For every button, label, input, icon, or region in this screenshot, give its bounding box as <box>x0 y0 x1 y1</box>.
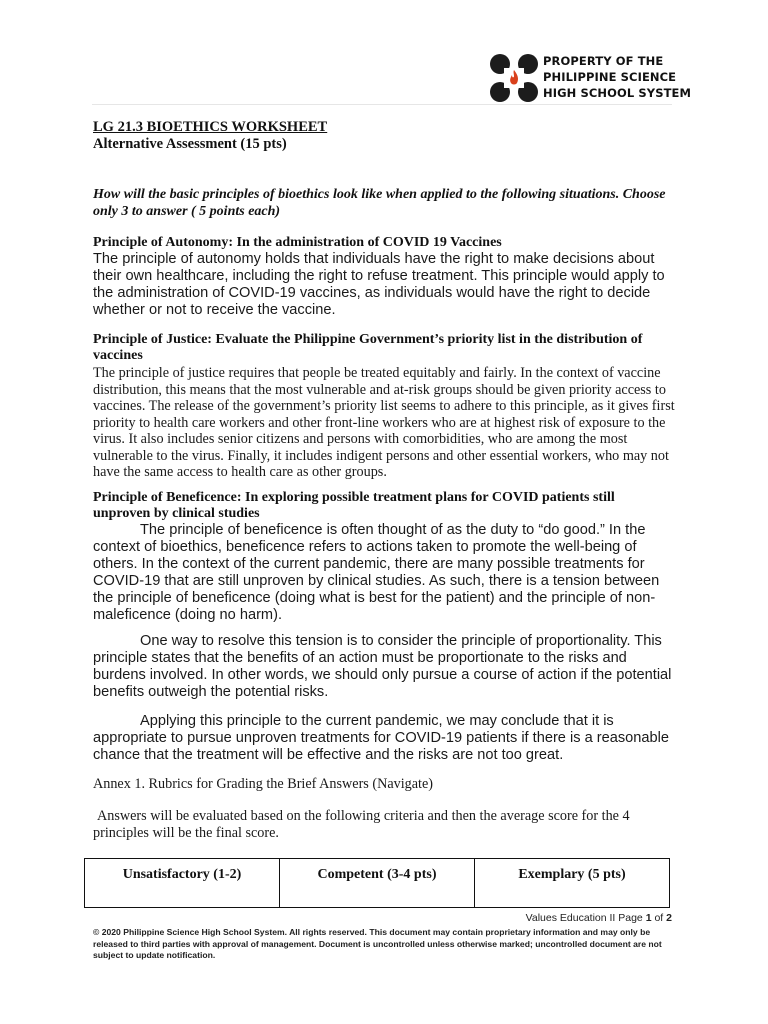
logo-line-2: PHILIPPINE SCIENCE <box>543 70 677 84</box>
rubric-table <box>84 858 670 908</box>
logo-wordmark <box>543 53 692 101</box>
justice-answer: The principle of justice requires that people be treated equitably and fairly. In the context of vaccine distribution, this means that the most vulnerable and at-risk groups should be given priority access to vaccines. The release of the government’s priority list seems to adhere to this principle, as it gives first priority to health care workers and other front-line workers who are at highest risk of exposure to the virus. It also includes senior citizens and persons with comorbidities, who are among the most vulnerable to the virus. Finally, it includes indigent persons and other essential workers, who may not have the same access to health care as other groups. <box>93 365 675 480</box>
beneficence-paragraph-1: The principle of beneficence is often thought of as the duty to “do good.” In the context of bioethics, beneficence refers to actions taken to promote the well-being of others. In the context of the current pandemic, there are many possible treatments for COVID-19 that are still unproven by clinical studies. As such, there is a tension between the principle of beneficence (doing what is best for the patient) and the principle of non-maleficence (doing no harm). <box>93 522 660 623</box>
copyright-notice: © 2020 Philippine Science High School System. All rights reserved. This document may contain proprietary information and may only be released to third parties with approval of management. Document is uncontrolled unless otherwise marked; uncontrolled document are not subject to update notification. <box>93 927 662 960</box>
header-divider <box>92 104 672 105</box>
page-indicator <box>526 912 672 924</box>
worksheet-title: LG 21.3 BIOETHICS WORKSHEET <box>93 119 328 135</box>
rubric-col-unsatisfactory: Unsatisfactory (1-2) <box>85 859 280 908</box>
annex-title: Annex 1. Rubrics for Grading the Brief Answers (Navigate) <box>93 776 434 792</box>
autonomy-answer: The principle of autonomy holds that individuals have the right to make decisions about their own healthcare, including the right to refuse treatment. This principle would apply to the administration of COVID-19 vaccines, as individuals would have the right to decide whether or not to receive the vaccine. <box>93 251 665 318</box>
instructions: How will the basic principles of bioethics look like when applied to the following situations. Choose only 3 to answer ( 5 points each) <box>93 187 666 219</box>
pshs-logo-icon <box>488 52 540 104</box>
rubric-col-competent: Competent (3-4 pts) <box>280 859 475 908</box>
page-number: 1 <box>645 912 652 924</box>
beneficence-paragraph-2: One way to resolve this tension is to consider the principle of proportionality. This principle states that the benefits of an action must be proportionate to the risks and burdens involved. In other words, we should only pursue a course of action if the potential benefits outweigh the potential risks. <box>93 633 672 700</box>
justice-heading: Principle of Justice: Evaluate the Philippine Government’s priority list in the distribution of vaccines <box>93 332 643 363</box>
page-of: of <box>654 912 664 924</box>
beneficence-paragraph-3: Applying this principle to the current pandemic, we may conclude that it is appropriate to pursue unproven treatments for COVID-19 patients if there is a reasonable chance that the treatment will be effective and the risks are not too great. <box>93 713 669 763</box>
logo-line-1: PROPERTY OF THE <box>543 54 664 68</box>
worksheet-subtitle: Alternative Assessment (15 pts) <box>93 136 287 152</box>
beneficence-heading: Principle of Beneficence: In exploring possible treatment plans for COVID patients still unproven by clinical studies <box>93 490 615 521</box>
page-label: Values Education II Page <box>525 912 643 924</box>
rubric-col-exemplary: Exemplary (5 pts) <box>475 859 670 908</box>
rubric-header-row <box>85 859 670 908</box>
page-total: 2 <box>666 912 672 924</box>
annex-intro: Answers will be evaluated based on the following criteria and then the average score for the 4 principles will be the final score. <box>93 808 630 841</box>
logo-line-3: HIGH SCHOOL SYSTEM <box>543 86 692 100</box>
autonomy-heading: Principle of Autonomy: In the administration of COVID 19 Vaccines <box>93 235 502 250</box>
